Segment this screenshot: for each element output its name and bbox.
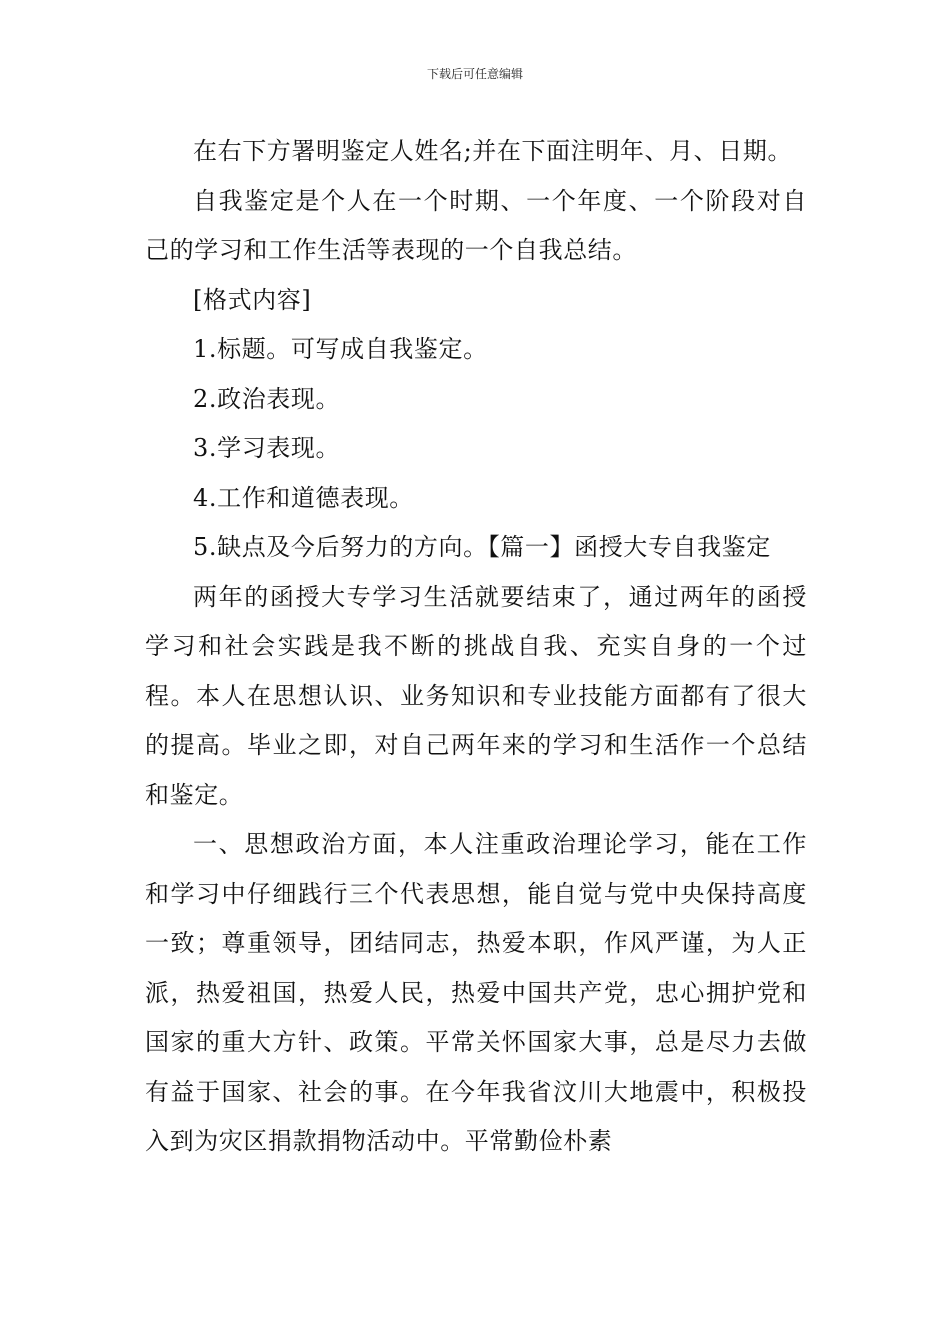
paragraph-political-thought: 一、思想政治方面，本人注重政治理论学习，能在工作和学习中仔细践行三个代表思想，能自觉与党中央保持高度一致；尊重领导，团结同志，热爱本职，作风严谨，为人正派，热爱祖国，热爱人民，热爱中国共产党，忠心拥护党和国家的重大方针、政策。平常关怀国家大事，总是尽力去做有益于国家、社会的事。在今年我省汶川大地震中，积极投入到为灾区捐款捐物活动中。平常勤俭朴素 — [145, 830, 807, 1155]
list-item-shortcomings: 5.缺点及今后努力的方向。【篇一】函授大专自我鉴定 — [193, 533, 771, 561]
paragraph-format-heading: [格式内容] — [193, 285, 312, 314]
list-item-work-ethics: 4.工作和道德表现。 — [193, 483, 414, 512]
paragraph-signature-note: 在右下方署明鉴定人姓名;并在下面注明年、月、日期。 — [193, 137, 793, 165]
list-item-study: 3.学习表现。 — [193, 434, 341, 462]
list-item-political: 2.政治表现。 — [193, 384, 341, 413]
page-header: 下载后可任意编辑 — [426, 67, 523, 81]
document-body — [145, 127, 807, 1167]
paragraph-intro: 两年的函授大专学习生活就要结束了，通过两年的函授学习和社会实践是我不断的挑战自我、充实自身的一个过程。本人在思想认识、业务知识和专业技能方面都有了很大的提高。毕业之即，对自己两年来的学习和生活作一个总结和鉴定。 — [145, 582, 807, 809]
paragraph-definition: 自我鉴定是个人在一个时期、一个年度、一个阶段对自己的学习和工作生活等表现的一个自我总结。 — [145, 186, 807, 264]
list-item-title: 1.标题。可写成自我鉴定。 — [193, 335, 488, 363]
